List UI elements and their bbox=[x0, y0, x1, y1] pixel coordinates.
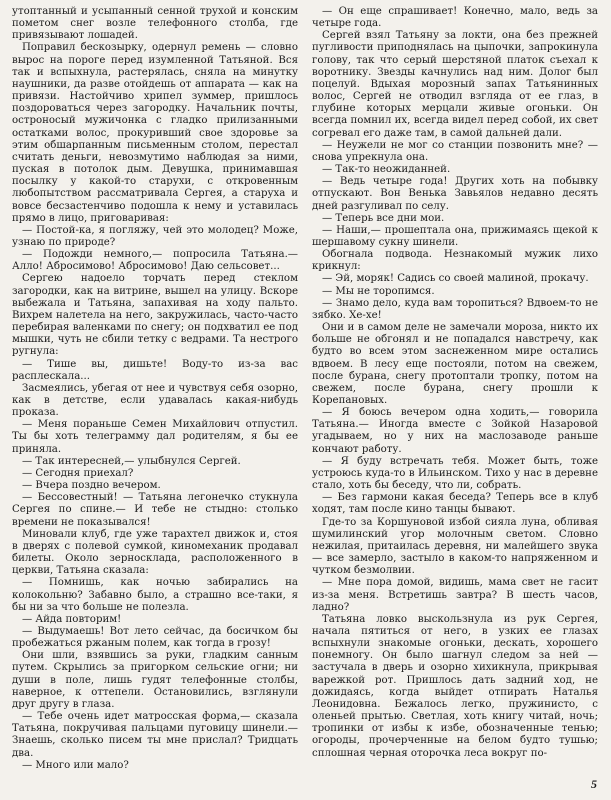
paragraph: — Я буду встречать тебя. Может быть, тоже устроюсь куда-то в Ильинском. Тихо у нас в деревне стало, хоть бы беседу, что ли, собрать. bbox=[312, 455, 598, 492]
paragraph: Поправил бескозырку, одернул ремень — словно вырос на пороге перед изумленной Татьяной. Вся так и вспыхнула, растерялась, сняла на минутку наушники, да разве отойдешь от аппарата — как на привязи. Настойчиво хрипел зуммер, пришлось поздороваться через загородку. Начальник почты, остроносый мужичонка с гладко прилизанными остатками волос, прокуривший свое здоровье за этим обшарпанным письменным столом, перестал считать деньги, невозмутимо наблюдая за ними, пуская в потолок дым. Девушка, принимавшая посылку у какой-то старухи, с откровенным любопытством рассматривала Сергея, а старуха и вовсе бесзастенчиво подошла к нему и уставилась прямо в лицо, приговаривая: bbox=[12, 42, 298, 224]
paragraph: — Эй, моряк! Садись со своей малиной, прокачу. bbox=[322, 273, 589, 285]
paragraph: — Так-то неожиданней. bbox=[322, 164, 451, 176]
paragraph: Засмеялись, убегая от нее и чувствуя себя озорно, как в детстве, если удавалась какая-нибудь проказа. bbox=[12, 382, 298, 419]
paragraph: — Подожди немного,— попросила Татьяна.— Алло! Абросимово! Абросимово! Даю сельсовет... bbox=[12, 249, 298, 273]
left-column bbox=[12, 6, 298, 772]
paragraph: Сергею надоело торчать перед стеклом загородки, как на витрине, вышел на улицу. Вскоре выбежала и Татьяна, запахивая на ходу пальто. Вихрем налетела на него, закружилась, часто-часто перебирая валенками по снегу; он подхватил ее под мышки, чуть не сбили тетку с ведрами. Та нестрого ругнула: bbox=[12, 273, 298, 358]
paragraph: — Вчера поздно вечером. bbox=[22, 480, 161, 492]
paragraph: — Наши,— прошептала она, прижимаясь щекой к шершавому сукну шинели. bbox=[312, 224, 598, 248]
right-column bbox=[312, 6, 598, 772]
paragraph: — Мне пора домой, видишь, мама свет не гасит из-за меня. Встретишь завтра? В шесть часов, ладно? bbox=[312, 577, 598, 613]
paragraph: — Ведь четыре года! Других хоть на побывку отпускают. Вон Венька Завьялов недавно десять дней разгуливал по селу. bbox=[312, 176, 598, 212]
paragraph: — Айда повторим! bbox=[22, 613, 122, 625]
paragraph: Они шли, взявшись за руки, гладким санным путем. Скрылись за пригорком сельские огни; ни души в поле, лишь гудят телефонные столбы, наверное, к оттепели. Остановились, взглянули друг другу в глаза. bbox=[12, 650, 298, 710]
paragraph: — Мы не торопимся. bbox=[322, 285, 435, 297]
paragraph: — Много или мало? bbox=[22, 759, 129, 771]
paragraph: — Так интересней,— улыбнулся Сергей. bbox=[22, 455, 241, 467]
paragraph: — Выдумаешь! Вот лето сейчас, да босичком бы пробежаться ржаным полем, как тогда в грозу! bbox=[12, 625, 298, 650]
paragraph: Миновали клуб, где уже тарахтел движок и, стоя в дверях с полевой сумкой, киномеханик продавал билеты. Около зерносклада, расположенного в церкви, Татьяна сказала: bbox=[12, 528, 298, 577]
paragraph: утоптанный и усыпанный сенной трухой и конским пометом снег возле телефонного столба, где привязывают лошадей. bbox=[12, 6, 298, 42]
paragraph: — Сегодня приехал? bbox=[22, 467, 134, 479]
paragraph: — Тише вы, дишьте! Воду-то из-за вас расплескала... bbox=[12, 358, 298, 382]
paragraph: — Я боюсь вечером одна ходить,— говорила Татьяна.— Иногда вместе с Зойкой Назаровой угадываем, но у них на маслозаводе раньше кончают работу. bbox=[312, 407, 598, 455]
paragraph: — Бессовестный! — Татьяна легонечко стукнула Сергея по спине.— И тебе не стыдно: столько времени не показывался! bbox=[12, 492, 298, 528]
paragraph: — Знамо дело, куда вам торопиться? Вдвоем-то не зябко. Хе-хе! bbox=[312, 297, 598, 321]
paragraph: — Теперь все дни мои. bbox=[322, 212, 445, 224]
paragraph: Татьяна ловко выскользнула из рук Сергея, начала пятиться от него, в узких ее глазах вспыхнули знакомые огоньки, дескать, хорошего понемногу. Он было шагнул следом за ней — застучала в дверь и озорно хихикнула, прикрывая варежкой рот. Пришлось дать задний ход, не дожидаясь, когда выйдет отпирать Наталья Леонидовна. Бежалось легко, пружинисто, с оленьей прытью. Светлая, хоть книгу читай, ночь; тропинки от избы к избе, обозначенные тенью; огороды, прочерченные на белом будто тушью; сплошная черная оторочка леса вокруг по- bbox=[312, 613, 598, 759]
paragraph: — Тебе очень идет матросская форма,— сказала Татьяна, покручивая пальцами пуговицу шинели.— Знаешь, сколько писем ты мне прислал? Тридцать два. bbox=[12, 711, 298, 759]
paragraph: Обогнала подвода. Незнакомый мужик лихо крикнул: bbox=[312, 249, 598, 273]
page-number: 5 bbox=[591, 777, 597, 791]
text-columns bbox=[12, 6, 599, 772]
paragraph: — Неужели не мог со станции позвонить мне? — снова упрекнула она. bbox=[312, 139, 598, 163]
paragraph: — Помнишь, как ночью забирались на колокольню? Забавно было, а страшно все-таки, я бы ни за что больше не полезла. bbox=[12, 577, 298, 613]
paragraph: Они и в самом деле не замечали мороза, никто их больше не обгонял и не попадался навстречу, как будто во всем этом заснеженном мире остались вдвоем. В лесу еще постояли, потом на свежем, после бурана, снегу протоптали тропку, потом на свежем, после бурана, снегу прошли к Корепановых. bbox=[312, 322, 598, 406]
paragraph: Где-то за Коршуновой избой сияла луна, обливая шумилинский угор молочным светом. Словно нежилая, притаилась деревня, ни малейшего звука — все замерло, застыло в каком-то напряженном и чутком безмолвии. bbox=[312, 516, 598, 577]
paragraph: Сергей взял Татьяну за локти, она без прежней пугливости приподнялась на цыпочки, запрокинула голову, так что серый шерстяной платок съехал к воротнику. Звезды качнулись над ним. Долог был поцелуй. Вдыхая морозный запах Татьянинных волос, Сергей не отводил взгляда от ее глаз, в глубине которых мерцали живые огоньки. Он всегда помнил их, всегда видел перед собой, их свет согревал его даже там, в самой дальней дали. bbox=[312, 30, 598, 139]
paragraph: — Постой-ка, я погляжу, чей это молодец? Може, узнаю по природе? bbox=[12, 224, 298, 248]
paragraph: — Меня пораньше Семен Михайлович отпустил. Ты бы хоть телеграмму дал родителям, я бы ее приняла. bbox=[12, 419, 298, 455]
paragraph: — Он еще спрашивает! Конечно, мало, ведь за четыре года. bbox=[312, 6, 598, 30]
paragraph: — Без гармони какая беседа? Теперь все в клуб ходят, там после кино танцы бывают. bbox=[312, 492, 598, 516]
